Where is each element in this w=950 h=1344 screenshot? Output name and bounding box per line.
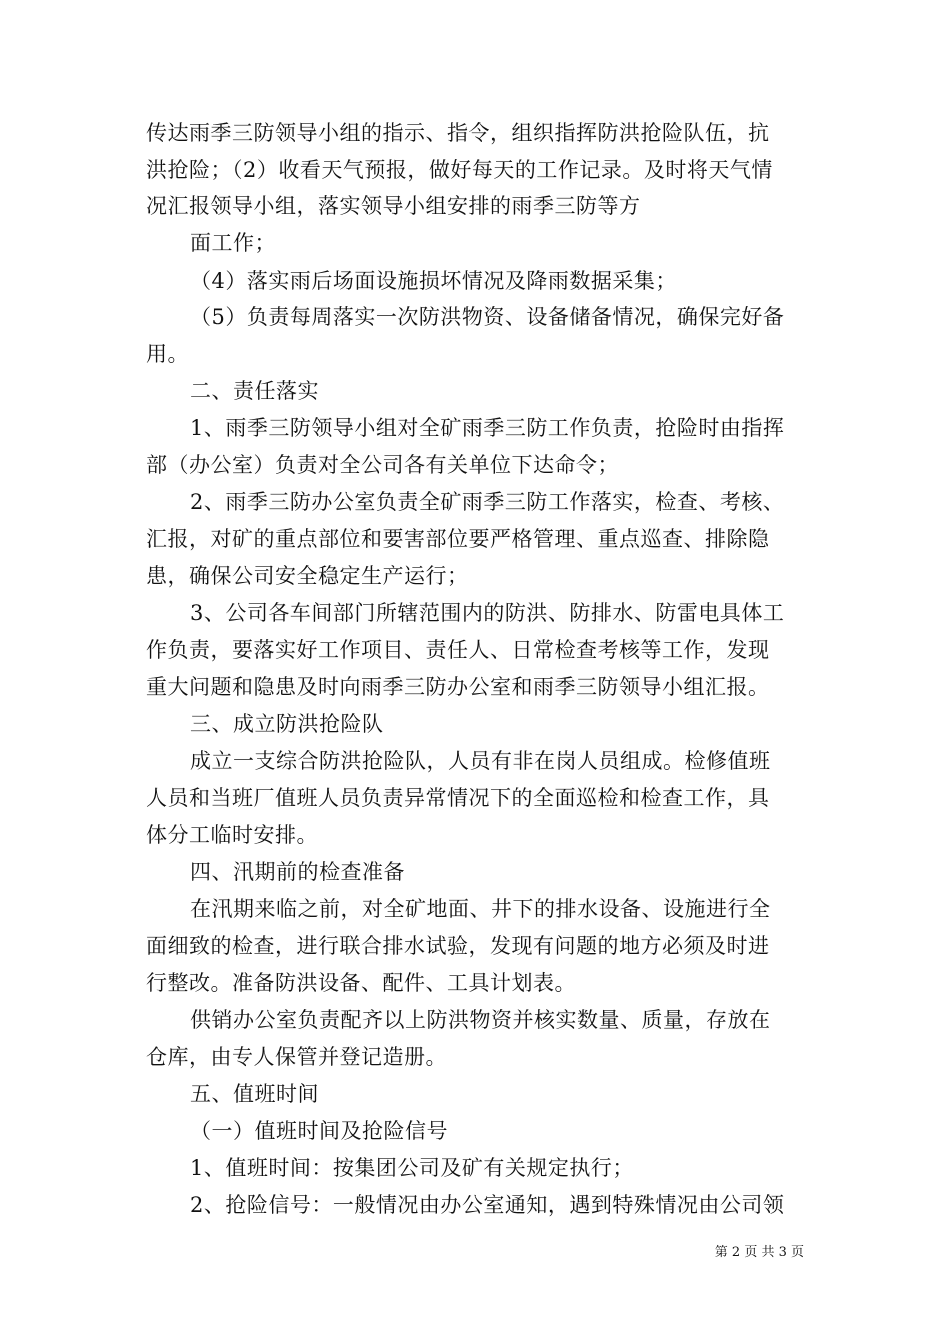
body-text-line: 面工作； xyxy=(190,231,276,255)
body-text-line: 行整改。准备防洪设备、配件、工具计划表。 xyxy=(146,971,576,995)
body-text-line: 人员和当班厂值班人员负责异常情况下的全面巡检和检查工作，具 xyxy=(146,786,770,810)
body-text-line: 1、值班时间：按集团公司及矿有关规定执行； xyxy=(190,1156,634,1180)
body-text-line: 面细致的检查，进行联合排水试验，发现有问题的地方必须及时进 xyxy=(146,934,770,958)
body-text-line: 仓库，由专人保管并登记造册。 xyxy=(146,1045,447,1069)
body-text-line: 重大问题和隐患及时向雨季三防办公室和雨季三防领导小组汇报。 xyxy=(146,675,770,699)
body-text-line: 2、雨季三防办公室负责全矿雨季三防工作落实，检查、考核、 xyxy=(190,490,785,514)
section-heading: 五、值班时间 xyxy=(190,1082,319,1106)
body-text-line: 部（办公室）负责对全公司各有关单位下达命令； xyxy=(146,453,619,477)
body-text-line: 患，确保公司安全稳定生产运行； xyxy=(146,564,469,588)
body-text-line: 供销办公室负责配齐以上防洪物资并核实数量、质量，存放在 xyxy=(190,1008,771,1032)
body-text-line: （4）落实雨后场面设施损坏情况及降雨数据采集； xyxy=(190,269,677,293)
section-heading: 二、责任落实 xyxy=(190,379,319,403)
body-text-line: 况汇报领导小组，落实领导小组安排的雨季三防等方 xyxy=(146,194,641,218)
section-heading: 三、成立防洪抢险队 xyxy=(190,712,384,736)
body-text-line: 体分工临时安排。 xyxy=(146,823,318,847)
subsection-heading: （一）值班时间及抢险信号 xyxy=(190,1119,448,1143)
body-text-line: 2、抢险信号：一般情况由办公室通知，遇到特殊情况由公司领 xyxy=(190,1193,785,1217)
body-text-line: 在汛期来临之前，对全矿地面、井下的排水设备、设施进行全 xyxy=(190,897,771,921)
body-text-line: 作负责，要落实好工作项目、责任人、日常检查考核等工作，发现 xyxy=(146,638,770,662)
section-heading: 四、汛期前的检查准备 xyxy=(190,860,405,884)
body-text-line: 3、公司各车间部门所辖范围内的防洪、防排水、防雷电具体工 xyxy=(190,601,785,625)
body-text-line: 1、雨季三防领导小组对全矿雨季三防工作负责，抢险时由指挥 xyxy=(190,416,785,440)
body-text-line: 汇报，对矿的重点部位和要害部位要严格管理、重点巡查、排除隐 xyxy=(146,527,770,551)
body-text-line: 用。 xyxy=(146,342,189,366)
page-number-footer: 第 2 页 共 3 页 xyxy=(714,1245,804,1260)
body-text-line: 成立一支综合防洪抢险队，人员有非在岗人员组成。检修值班 xyxy=(190,749,771,773)
body-text-line: 洪抢险；（2）收看天气预报，做好每天的工作记录。及时将天气情 xyxy=(146,158,773,182)
body-text-line: 传达雨季三防领导小组的指示、指令，组织指挥防洪抢险队伍，抗 xyxy=(146,121,770,145)
body-text-line: （5）负责每周落实一次防洪物资、设备储备情况，确保完好备 xyxy=(190,305,785,329)
